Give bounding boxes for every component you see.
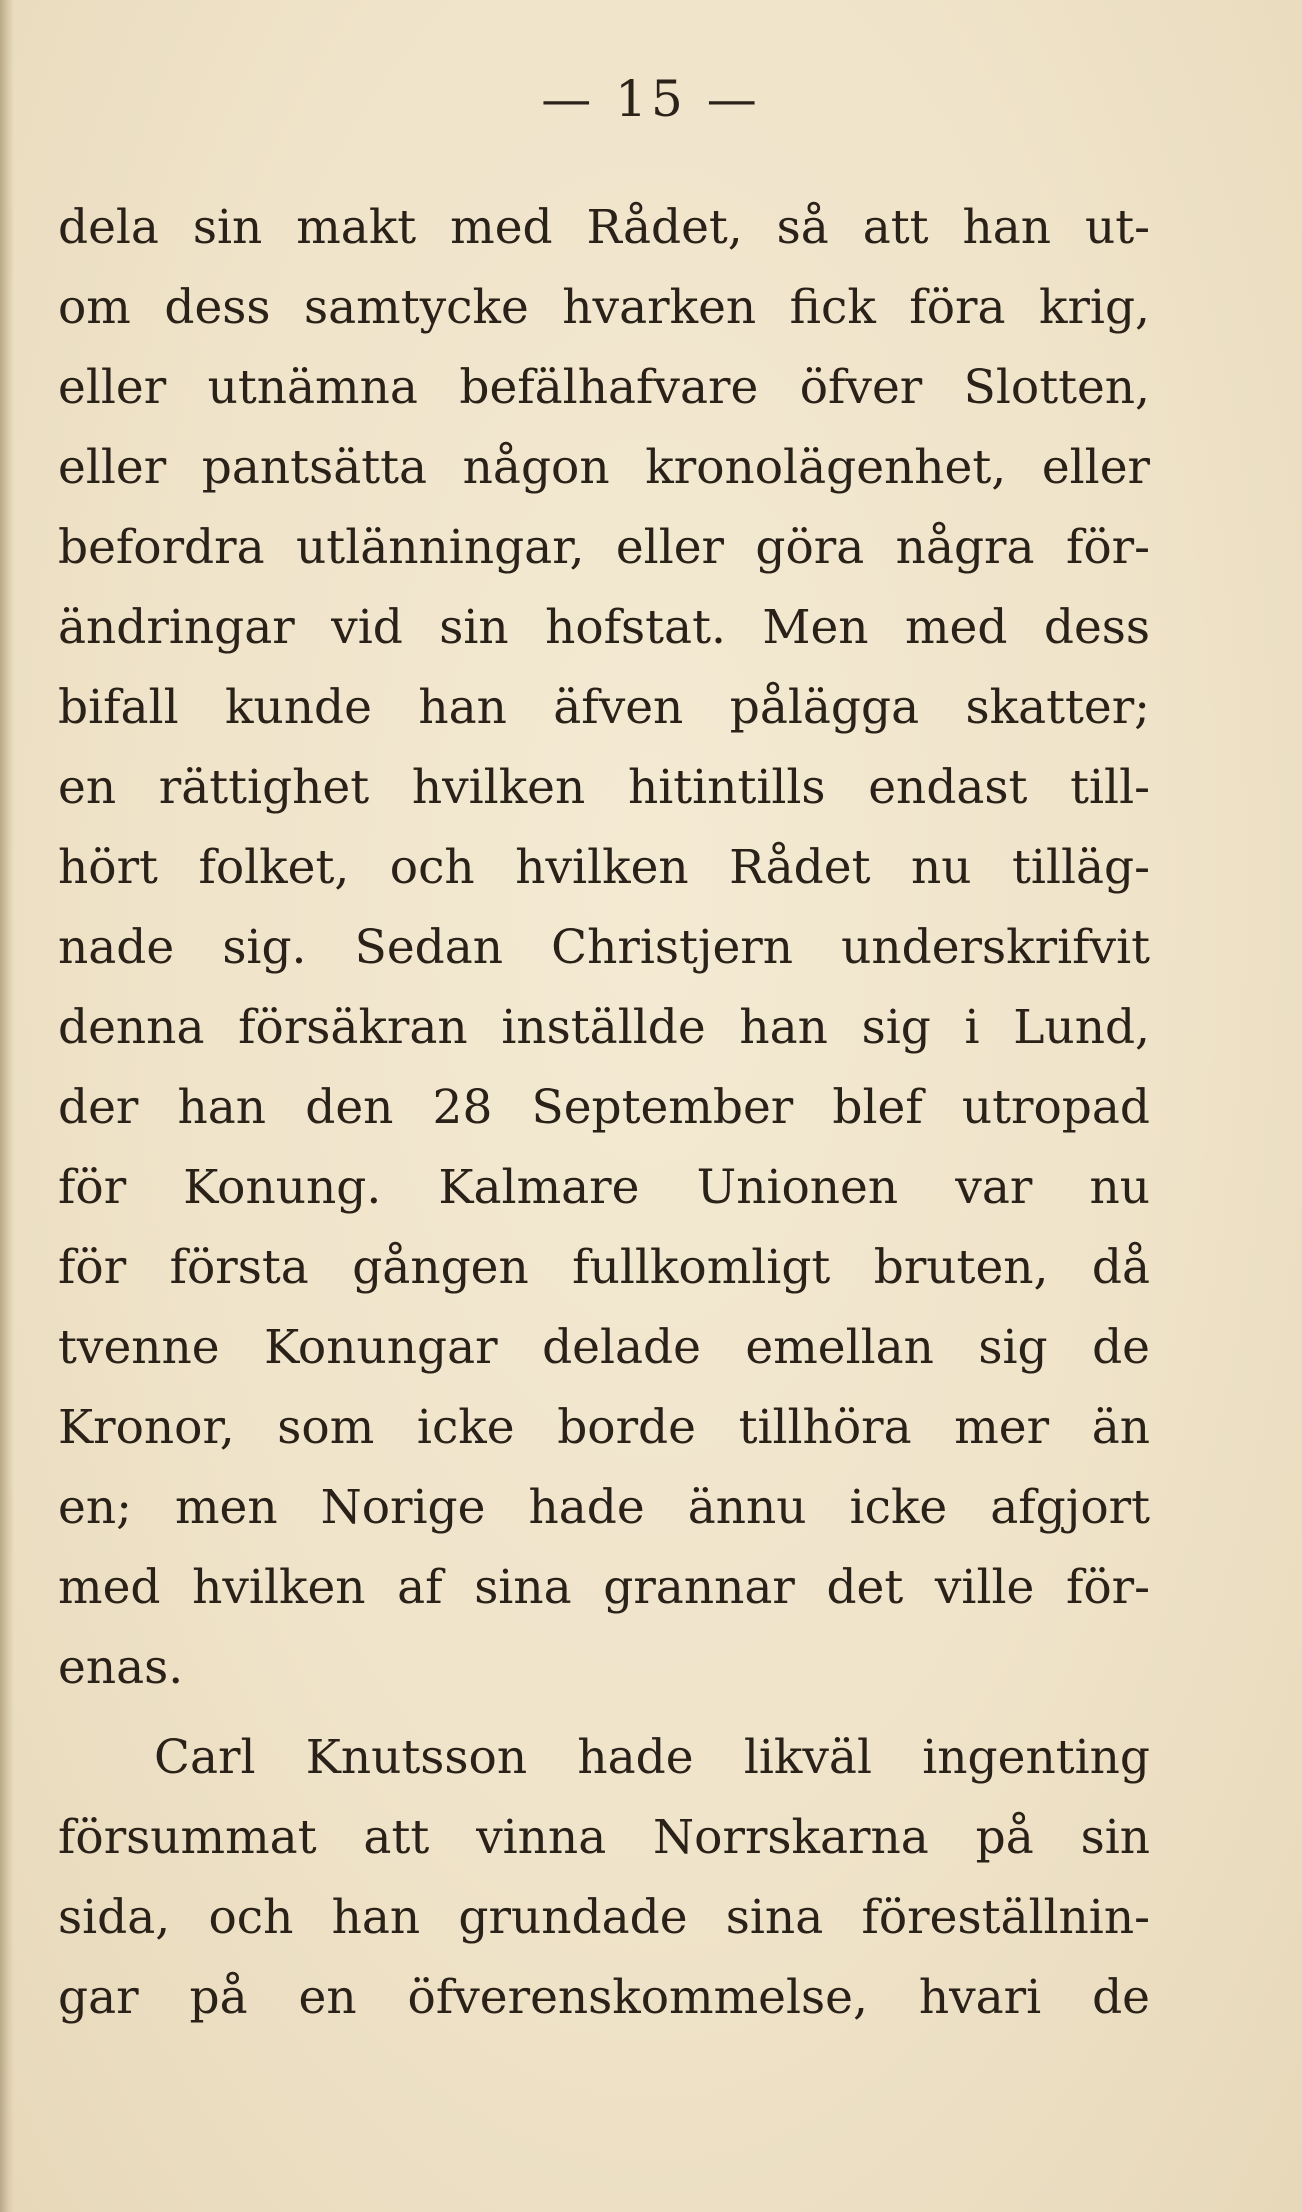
text-line: eller pantsätta någon kronolägenhet, eller xyxy=(58,440,1150,495)
page-spine-shadow xyxy=(0,0,14,2212)
text-line: sida, och han grundade sina föreställnin- xyxy=(58,1890,1150,1945)
text-line: med hvilken af sina grannar det ville för- xyxy=(58,1560,1150,1615)
text-line: eller utnämna befälhafvare öfver Slotten, xyxy=(58,360,1150,415)
text-line: en rättighet hvilken hitintills endast till- xyxy=(58,760,1150,815)
text-line: nade sig. Sedan Christjern underskrifvit xyxy=(58,920,1150,975)
text-line: hört folket, och hvilken Rådet nu tilläg- xyxy=(58,840,1150,895)
text-line: försummat att vinna Norrskarna på sin xyxy=(58,1810,1150,1865)
text-line: gar på en öfverenskommelse, hvari de xyxy=(58,1970,1150,2025)
page-number-header: — 15 — xyxy=(541,70,761,128)
text-line: befordra utlänningar, eller göra några för- xyxy=(58,520,1150,575)
text-line: Carl Knutsson hade likväl ingenting xyxy=(154,1730,1150,1785)
text-line: om dess samtycke hvarken fick föra krig, xyxy=(58,280,1150,335)
paragraph-gap xyxy=(58,1708,1150,1718)
text-line: ändringar vid sin hofstat. Men med dess xyxy=(58,600,1150,655)
text-line: dela sin makt med Rådet, så att han ut- xyxy=(58,200,1150,255)
text-line: för Konung. Kalmare Unionen var nu xyxy=(58,1160,1150,1215)
text-line: der han den 28 September blef utropad xyxy=(58,1080,1150,1135)
text-line: en; men Norige hade ännu icke afgjort xyxy=(58,1480,1150,1535)
text-line: Kronor, som icke borde tillhöra mer än xyxy=(58,1400,1150,1455)
text-line: denna försäkran inställde han sig i Lund, xyxy=(58,1000,1150,1055)
text-line: tvenne Konungar delade emellan sig de xyxy=(58,1320,1150,1375)
text-line: för första gången fullkomligt bruten, då xyxy=(58,1240,1150,1295)
text-line: enas. xyxy=(58,1640,184,1695)
text-line: bifall kunde han äfven pålägga skatter; xyxy=(58,680,1150,735)
page-body-text xyxy=(58,188,1150,2038)
